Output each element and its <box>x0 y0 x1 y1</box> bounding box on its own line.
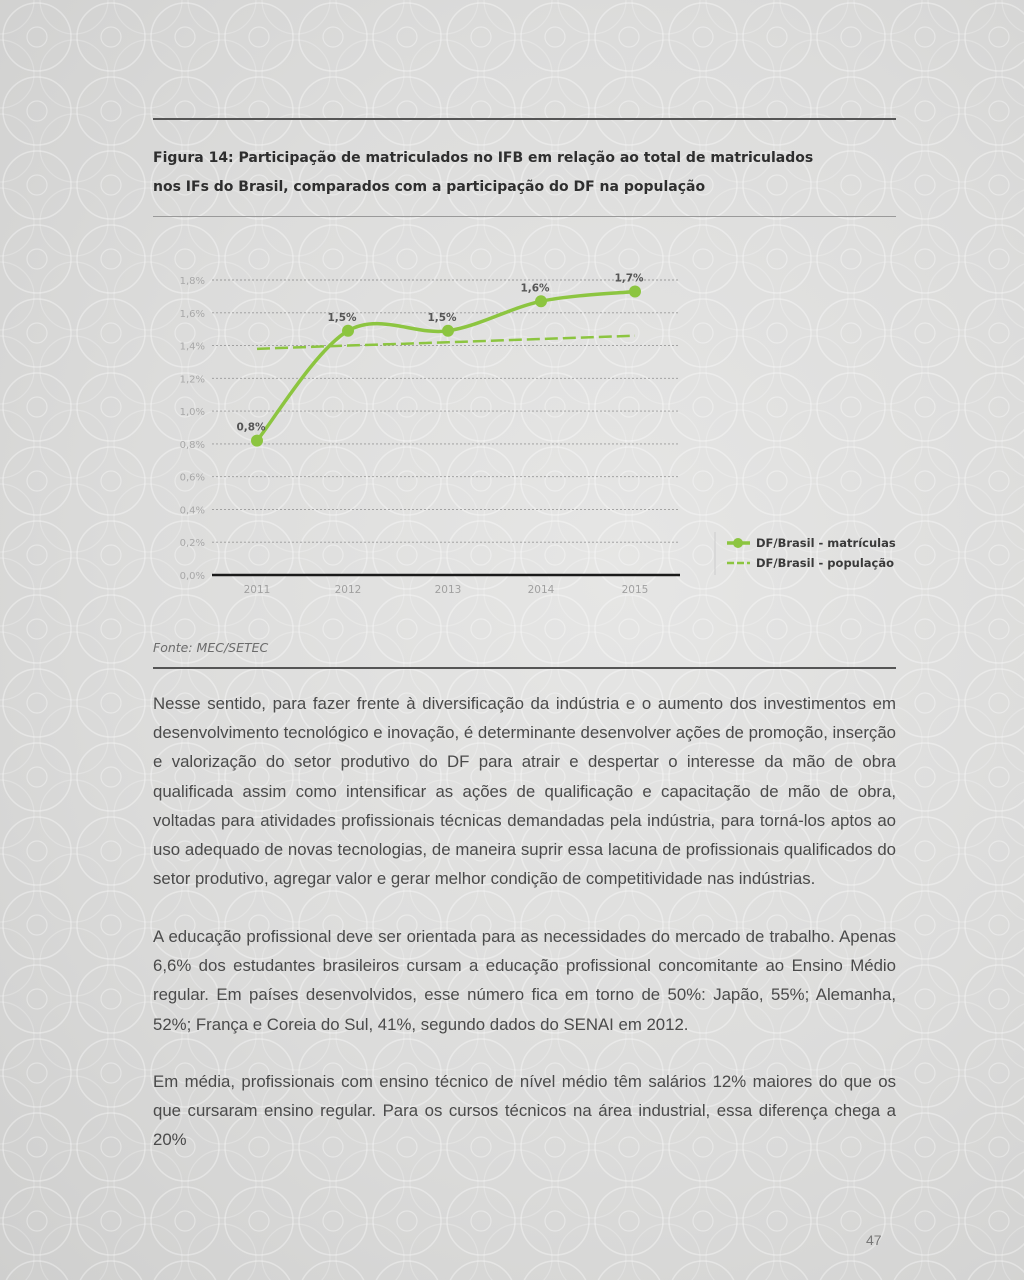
chart-series <box>236 272 644 446</box>
y-tick-label: 0,8% <box>179 439 205 451</box>
x-tick-label: 2015 <box>621 584 649 596</box>
figure-title-line2: nos IFs do Brasil, comparados com a participação do DF na população <box>153 179 706 195</box>
body-paragraph-3: Em média, profissionais com ensino técnico de nível médio têm salários 12% maiores do que os que cursaram ensino regular. Para os cursos técnicos na área industrial, essa diferença chega a 20% <box>153 1072 896 1150</box>
x-tick-label: 2012 <box>334 584 362 596</box>
y-tick-label: 1,4% <box>179 341 205 353</box>
legend-label: DF/Brasil - matrículas <box>756 536 896 550</box>
figure-title <box>153 144 853 202</box>
data-point <box>629 285 641 297</box>
y-tick-label: 1,8% <box>179 276 205 287</box>
y-tick-label: 1,2% <box>179 374 205 386</box>
data-point <box>251 435 263 447</box>
x-axis-ticks <box>244 584 649 596</box>
y-tick-label: 0,0% <box>179 571 205 582</box>
y-tick-label: 0,4% <box>179 505 205 517</box>
x-tick-label: 2014 <box>527 584 555 596</box>
body-paragraph-2: A educação profissional deve ser orientada para as necessidades do mercado de trabalho. Apenas 6,6% dos estudantes brasileiros cursam a educação profissional concomitante ao Ensino Médio regular. Em países desenvolvidos, esse número fica em torno de 50%: Japão, 55%; Alemanha, 52%; França e Coreia do Sul, 41%, segundo dados do SENAI em 2012. <box>153 927 896 1034</box>
y-axis-ticks <box>180 276 205 582</box>
legend-label: DF/Brasil - população <box>756 556 895 570</box>
x-tick-label: 2013 <box>434 584 462 596</box>
body-paragraph-1: Nesse sentido, para fazer frente à diversificação da indústria e o aumento dos investimentos em desenvolvimento tecnológico e inovação, é determinante desenvolver ações de promoção, inserção e valorização do setor produtivo do DF para atrair e despertar o interesse da mão de obra qualificada assim como intensificar as ações de qualificação e capacitação de mão de obra, voltadas para atividades profissionais técnicas demandadas pela indústria, para torná-los aptos ao uso adequado de novas tecnologias, de maneira suprir essa lacuna de profissionais qualificados do setor produtivo, agregar valor e gerar melhor condição de competitividade nas indústrias. <box>153 694 896 889</box>
data-label: 1,7% <box>614 272 644 285</box>
figure-title-line1: Figura 14: Participação de matriculados no IFB em relação ao total de matriculados <box>153 150 814 166</box>
figure-source: Fonte: MEC/SETEC <box>153 640 269 655</box>
data-point <box>442 325 454 337</box>
legend-marker <box>733 538 743 548</box>
title-rule <box>153 216 896 217</box>
page-number: 47 <box>866 1232 882 1248</box>
data-label: 1,5% <box>427 311 457 324</box>
data-label: 0,8% <box>236 421 266 434</box>
x-tick-label: 2011 <box>243 584 271 596</box>
chart-legend <box>715 532 896 575</box>
data-point <box>535 295 547 307</box>
data-point <box>342 325 354 337</box>
data-label: 1,6% <box>520 282 550 295</box>
y-tick-label: 1,0% <box>179 407 205 419</box>
top-rule <box>153 118 896 120</box>
y-tick-label: 1,6% <box>179 308 205 320</box>
series-line-populacao <box>257 336 635 349</box>
line-chart <box>150 255 900 615</box>
y-tick-label: 0,6% <box>179 472 205 484</box>
y-tick-label: 0,2% <box>179 538 205 550</box>
data-label: 1,5% <box>327 311 357 324</box>
bottom-rule <box>153 667 896 669</box>
